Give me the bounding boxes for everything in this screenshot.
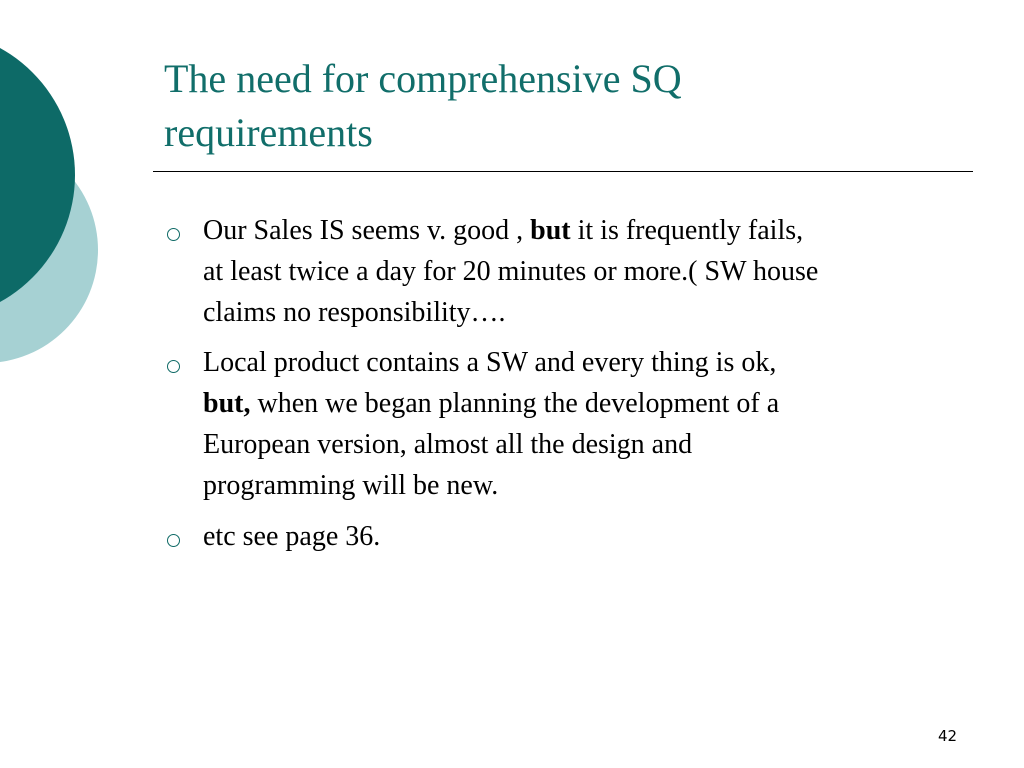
hollow-circle-icon <box>167 534 180 547</box>
bullet-2-line-2-part-2: when we began planning the development of a <box>250 388 780 419</box>
bullet-1-line-1 <box>203 210 818 251</box>
bullet-2-line-4: programming will be new. <box>203 470 499 501</box>
bullet-text-1 <box>203 210 818 333</box>
bullet-1-line-1-bold-but: but <box>530 215 571 246</box>
page-number: 42 <box>938 727 958 745</box>
bullet-1-line-1-part-3: it is frequently fails, <box>570 215 804 246</box>
bullet-2-line-1: Local product contains a SW and every thing is ok, <box>203 347 777 378</box>
bullet-2-line-2 <box>203 383 779 424</box>
bullet-2-line-3: European version, almost all the design and <box>203 429 693 460</box>
slide-title-line-2: requirements <box>164 110 373 155</box>
bullet-3-line-1: etc see page 36. <box>203 521 381 552</box>
hollow-circle-icon <box>167 228 180 241</box>
bullet-2-line-2-bold-but: but, <box>203 388 251 419</box>
bullet-text-3 <box>203 516 380 557</box>
hollow-circle-icon <box>167 360 180 373</box>
bullet-1-line-3: claims no responsibility…. <box>203 297 506 328</box>
bullet-1-line-1-part-1: Our Sales IS seems v. good , <box>203 215 531 246</box>
slide-title-line-1: The need for comprehensive SQ <box>164 56 682 101</box>
bullet-text-2 <box>203 342 779 506</box>
bullet-1-line-2: at least twice a day for 20 minutes or more.( SW house <box>203 256 819 287</box>
